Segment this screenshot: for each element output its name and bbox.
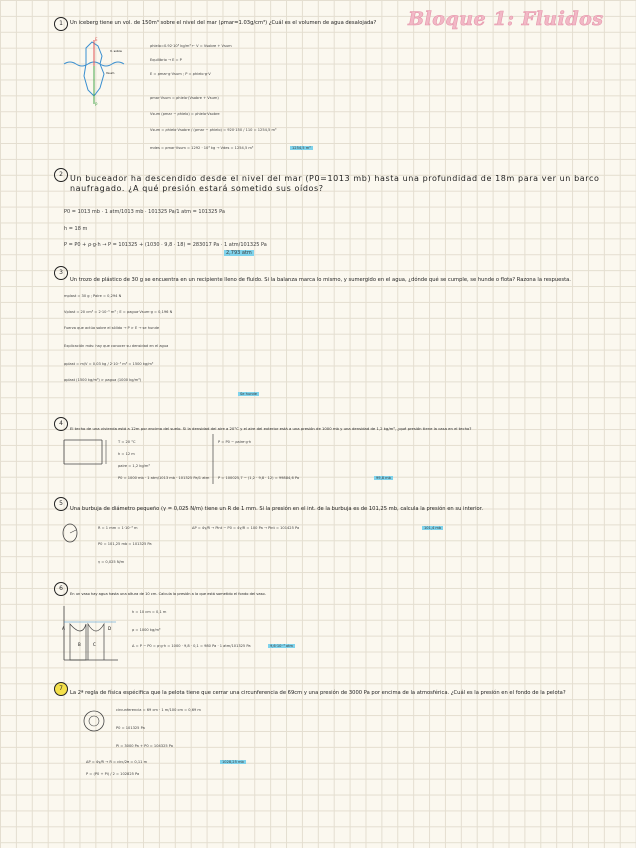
p5-line-3: γ = 0,025 N/m [98, 560, 125, 564]
p2-line-1: P0 = 1013 mb · 1 atm/1013 mb · 101325 Pa/1 atm = 101325 Pa [64, 209, 225, 215]
p1-line-4: ρmar·Vsum = ρhielo·(Vsobre + Vsum) [150, 96, 219, 100]
problem-5-statement: Una burbuja de diámetro pequeño (γ = 0,025 N/m) tiene un R de 1 mm. Si la presión en el int. de la burbuja es de 101,25 mb, calcula la presión en su interior. [70, 506, 484, 512]
problem-1-number: 1 [54, 17, 68, 31]
problem-2-number: 2 [54, 168, 68, 182]
p1-line-1: ρhielo=0.92·10³ kg/m³ ← V = Vsobre + Vsum [150, 44, 232, 48]
problem-1-statement: Un iceberg tiene un vol. de 150m³ sobre el nivel del mar (ρmar=1.03g/cm³) ¿Cuál es el volumen de agua desalojada? [70, 20, 377, 26]
p3-line-1: mplast = 30 g ; Paire = 0,294 N [64, 294, 122, 298]
p5-line-2: P0 = 101,25 mb = 101325 Pa [98, 542, 152, 546]
p4-line-2: h = 12 m [118, 452, 135, 456]
p4-answer: 99,8 mb [376, 476, 391, 480]
problem-6-number: 6 [54, 582, 68, 596]
label-vsobre: V. sobre [110, 49, 122, 53]
p2-line-3: P = P0 + ρ·g·h → P = 101325 + (1030 · 9,8 · 18) = 283017 Pa · 1 atm/101325 Pa [64, 242, 267, 248]
p3-answer: Se hunde [240, 392, 257, 396]
problem-2-statement: Un buceador ha descendido desde el nivel del mar (P0=1013 mb) hasta una profundidad de 18m para ver un barco naufragado. ¿A qué presión estará sometido sus oídos? [70, 174, 600, 193]
problem-4-number: 4 [54, 417, 68, 431]
house-diagram [64, 436, 110, 466]
label-e: E [95, 37, 98, 42]
vessel-label-c: C [93, 642, 96, 647]
p1-line-2: Equilibrio → E = P [150, 58, 182, 62]
p5-line-4: ΔP = 4γ/R → Pint − P0 = 4γ/R = 100 Pa → Pint = 101425 Pa [192, 526, 300, 530]
p4-line-1: T = 20 °C [118, 440, 136, 444]
p2-answer: 2,793 atm [226, 250, 252, 256]
vessel-label-d: D [108, 626, 112, 631]
p4-line-5: P = P0 − ρaire·g·h [218, 440, 252, 444]
label-p: P [95, 102, 98, 107]
p7-line-2: P0 = 101325 Pa [116, 726, 145, 730]
p6-answer: 9,6·10⁻³ atm [270, 644, 294, 648]
problem-4-statement: El techo de una vivienda está a 12m por encima del suelo. Si la densidad del aire a 20°C y el aire del exterior está a una presión de 1000 mb y una densidad de 1,2 kg/m³, ¿qué presión tiene la casa en el techo? [70, 426, 472, 431]
problem-7-number: 7 [54, 682, 68, 696]
vessel-label-b: B [78, 642, 81, 647]
ball-diagram [82, 708, 108, 734]
p2-line-2: h = 18 m [64, 226, 88, 232]
problem-7-statement: La 2ª regla de física espécifica que la pelota tiene que cerrar una circunferencia de 69cm y una presión de 3000 Pa por encima de la atmosférica. ¿Cuál es la presión en el fondo de la pelota? [70, 690, 566, 696]
p1-line-5: Vsum (ρmar − ρhielo) = ρhielo·Vsobre [150, 112, 220, 116]
p6-line-2: ρ = 1000 kg/m³ [132, 628, 161, 632]
p7-line-5: P = (P0 + Pi) / 2 = 102825 Pa [86, 772, 140, 776]
p3-line-3: Fuerza que actúa sobre el sólido → P > E → se hunde [64, 326, 160, 330]
vessel-diagram [60, 604, 120, 662]
p3-line-2: Vplast = 20 cm³ = 2·10⁻⁵ m³ ; E = ρagua·Vsum·g = 0,196 N [64, 310, 173, 314]
p7-line-4: ΔP = 4γ/R → R = circ/2π = 0,11 m [86, 760, 148, 764]
p3-line-4: Explicación más: hay que conocer su densidad en el agua [64, 344, 169, 348]
p4-line-4: P0 = 1000 mb · 1 atm/1013 mb · 101325 Pa/1 atm [118, 476, 210, 480]
iceberg-diagram [64, 36, 144, 108]
vessel-label-a: A [62, 626, 65, 631]
p1-line-7: mdes = ρmar·Vsum = 1292 · 10³ kg → Vdes = 1254,5 m³ [150, 146, 254, 150]
problem-5-number: 5 [54, 497, 68, 511]
p4-line-3: ρaire = 1,2 kg/m³ [118, 464, 150, 468]
problem-6-statement: En un vaso hay agua hasta una altura de 10 cm. Calcula la presión a la que está sometido el fondo del vaso. [70, 592, 266, 596]
p4-line-6: P = 100025,7 − (1,2 · 9,8 · 12) = 99884,6 Pa [218, 476, 300, 480]
p7-line-3: Pi = 3000 Pa + P0 = 104325 Pa [116, 744, 173, 748]
label-vsum: Vsum [106, 71, 115, 75]
p1-answer: 1254,5 m³ [292, 146, 311, 150]
p7-line-1: circunferencia = 69 cm · 1 m/100 cm = 0,69 m [116, 708, 201, 712]
p6-line-3: Δ = P − P0 = ρ·g·h = 1000 · 9,8 · 0,1 = 980 Pa · 1 atm/101325 Pa [132, 644, 251, 648]
p3-line-5: ρplast = m/V = 0,03 kg / 2·10⁻⁵ m³ = 1500 kg/m³ [64, 362, 154, 366]
p7-answer: 1028,25 mb [222, 760, 244, 764]
p5-line-1: R = 1 mm = 1·10⁻³ m [98, 526, 138, 530]
p6-line-1: h = 10 cm = 0,1 m [132, 610, 167, 614]
p4-divider [212, 434, 216, 484]
p3-line-6: ρplast (1500 kg/m³) > ρagua (1000 kg/m³) [64, 378, 142, 382]
problem-3-number: 3 [54, 266, 68, 280]
page-title: Bloque 1: Fluidos [408, 8, 604, 30]
problem-3-statement: Un trozo de plástico de 30 g se encuentra en un recipiente lleno de fluido. Si la balanza marca lo mismo, y sumergido en el agua, ¿dónde qué se cumple, se hunde o flota? Razona la respuesta. [70, 277, 571, 283]
p5-answer: 101,4 mb [424, 526, 442, 530]
p1-line-6: Vsum = ρhielo·Vsobre / (ρmar − ρhielo) = 920·150 / 110 = 1254,5 m³ [150, 128, 277, 132]
p1-line-3: E = ρmar·g·Vsum ; P = ρhielo·g·V [150, 72, 211, 76]
bubble-diagram [60, 522, 80, 544]
